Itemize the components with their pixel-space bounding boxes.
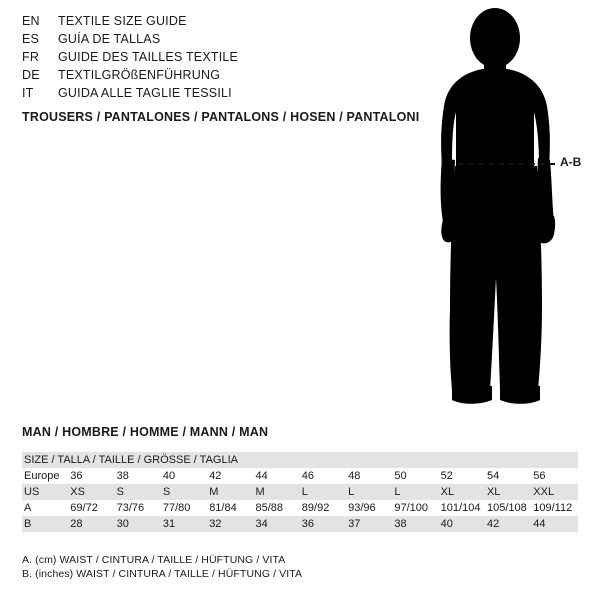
cell-value: 56 [531,468,578,484]
man-silhouette-icon [400,8,595,408]
cell-value: 31 [161,516,207,532]
cell-value: 52 [439,468,485,484]
cell-value: XL [485,484,531,500]
cell-value: 48 [346,468,392,484]
cell-value: 109/112 [531,500,578,516]
language-title: TEXTILGRÖßENFÜHRUNG [58,68,221,82]
cell-value: 105/108 [485,500,531,516]
size-table-wrap [22,452,578,532]
language-title-list [22,14,362,104]
row-label: B [22,516,68,532]
language-title: GUIDE DES TAILLES TEXTILE [58,50,239,64]
table-row [22,468,578,484]
cell-value: 81/84 [207,500,253,516]
row-label: US [22,484,68,500]
cell-value: XXL [531,484,578,500]
cell-value: 101/104 [439,500,485,516]
cell-value: 30 [115,516,161,532]
language-code: ES [22,32,40,46]
footnote-a: A. (cm) WAIST / CINTURA / TAILLE / HÜFTUNG / VITA [22,554,286,566]
language-code: EN [22,14,40,28]
cell-value: 36 [68,468,114,484]
language-row [22,68,362,86]
cell-value: 36 [300,516,346,532]
table-header-row [22,452,578,468]
language-row [22,32,362,50]
cell-value: XL [439,484,485,500]
cell-value: 93/96 [346,500,392,516]
cell-value: XS [68,484,114,500]
cell-value: L [300,484,346,500]
cell-value: 42 [485,516,531,532]
cell-value: 85/88 [253,500,299,516]
language-code: IT [22,86,34,100]
language-row [22,86,362,104]
cell-value: 42 [207,468,253,484]
language-title: GUÍA DE TALLAS [58,32,161,46]
waist-measure-line [458,163,555,165]
cell-value: 46 [300,468,346,484]
language-title: GUIDA ALLE TAGLIE TESSILI [58,86,232,100]
row-label: Europe [22,468,68,484]
cell-value: 38 [115,468,161,484]
language-title: TEXTILE SIZE GUIDE [58,14,187,28]
cell-value: 44 [531,516,578,532]
cell-value: 54 [485,468,531,484]
footnote-b: B. (inches) WAIST / CINTURA / TAILLE / HÜFTUNG / VITA [22,568,303,580]
cell-value: L [346,484,392,500]
table-row [22,500,578,516]
cell-value: 69/72 [68,500,114,516]
footnotes [22,553,302,581]
trousers-figure [400,8,595,408]
language-row [22,50,362,68]
waist-measure-label: A-B [560,155,582,169]
garment-heading: TROUSERS / PANTALONES / PANTALONS / HOSEN / PANTALONI [22,110,420,124]
section-title-man: MAN / HOMBRE / HOMME / MANN / MAN [22,425,269,439]
cell-value: 34 [253,516,299,532]
cell-value: 38 [392,516,438,532]
cell-value: 50 [392,468,438,484]
cell-value: 28 [68,516,114,532]
cell-value: 40 [161,468,207,484]
cell-value: M [253,484,299,500]
language-code: FR [22,50,40,64]
cell-value: 37 [346,516,392,532]
size-table [22,452,578,532]
cell-value: S [161,484,207,500]
row-label: A [22,500,68,516]
cell-value: S [115,484,161,500]
cell-value: M [207,484,253,500]
cell-value: 73/76 [115,500,161,516]
cell-value: 77/80 [161,500,207,516]
cell-value: 97/100 [392,500,438,516]
table-row [22,484,578,500]
table-row [22,516,578,532]
cell-value: 89/92 [300,500,346,516]
language-code: DE [22,68,40,82]
cell-value: 40 [439,516,485,532]
language-row [22,14,362,32]
cell-value: L [392,484,438,500]
cell-value: 32 [207,516,253,532]
cell-value: 44 [253,468,299,484]
table-header-label: SIZE / TALLA / TAILLE / GRÖSSE / TAGLIA [22,452,578,468]
